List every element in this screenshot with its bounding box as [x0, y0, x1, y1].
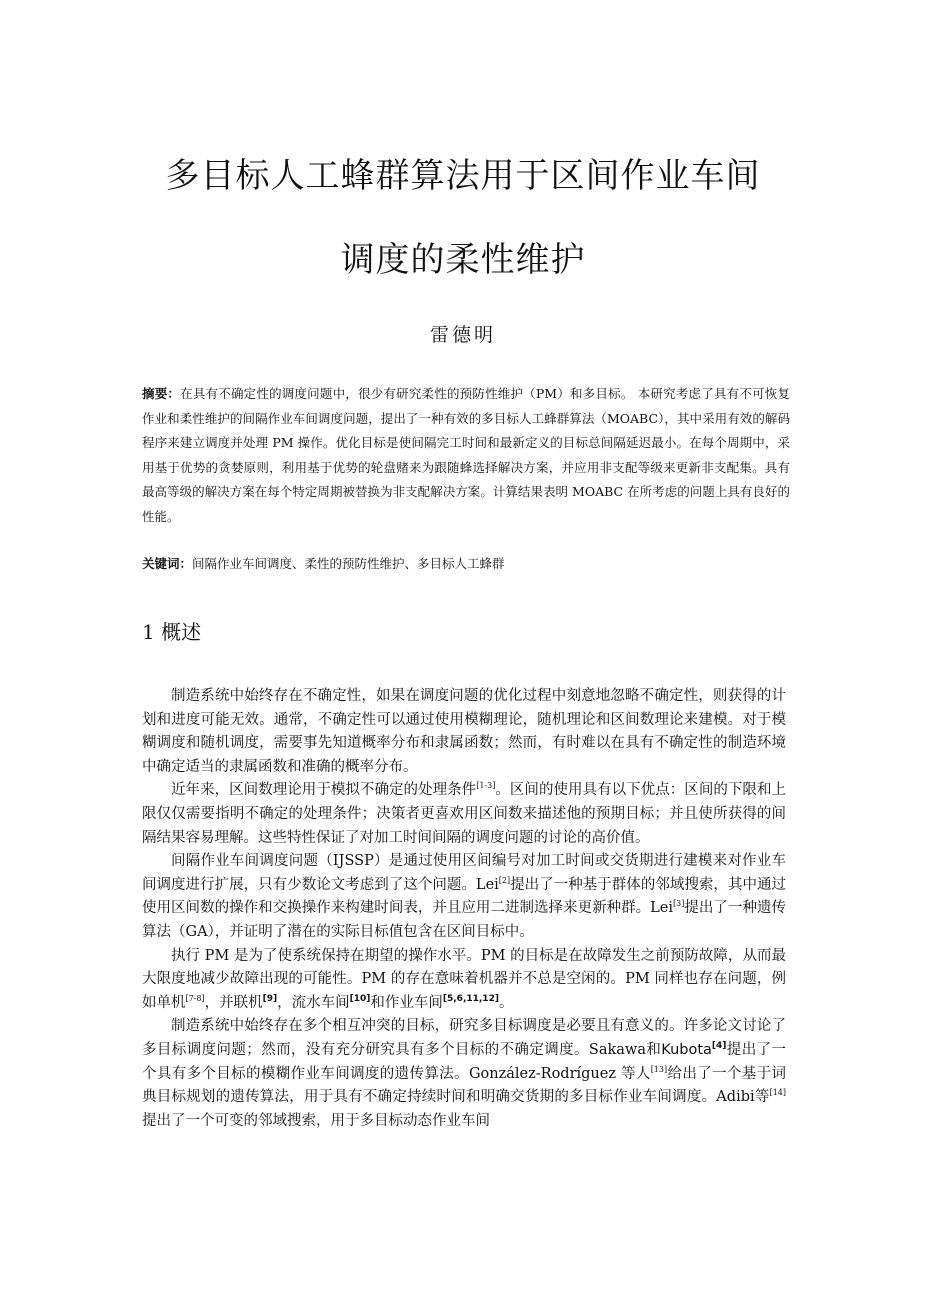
p5-text-b: 提出了一个具有多个目标的模糊作业车间调度的遗传算法。González-Rodríguez 等人: [142, 1041, 786, 1082]
author: 雷德明: [429, 324, 496, 346]
p4-text-d: 和作业车间: [370, 994, 443, 1011]
p5-text-a: 制造系统中始终存在多个相互冲突的目标，研究多目标调度是必要且有意义的。许多论文讨论了多目标调度问题；然而，没有充分研究具有多个目标的不确定调度。Sakawa和: [142, 1018, 786, 1058]
citation: [2]: [498, 875, 511, 885]
paragraph-4: [142, 945, 786, 1016]
p4-text-a: 执行 PM 是为了使系统保持在期望的操作水平。PM 的目标是在故障发生之前预防故障，从而最大限度地减少故障出现的可能性。PM 的存在意味着机器并不总是空闲的。PM 同样也存在问题，例如单机: [142, 947, 786, 1011]
citation: [14]: [769, 1088, 786, 1098]
p4-text-c: ，流水车间: [277, 994, 350, 1011]
section-heading: 1 概述: [142, 620, 202, 644]
paragraph-2: [142, 779, 786, 850]
paragraph-3: [142, 850, 786, 944]
p4-text-b: ，并联机: [204, 994, 263, 1011]
body-text: [142, 685, 786, 1133]
p5-text-d: 提出了一个可变的邻域搜索，用于多目标动态作业车间: [142, 1112, 490, 1129]
abstract: [142, 382, 790, 529]
abstract-label: 摘要：: [142, 386, 181, 401]
p3-text-a: 间隔作业车间调度问题（IJSSP）是通过使用区间编号对加工时间或交货期进行建模来对作业车间调度进行扩展，只有少数论文考虑到了这个问题。Lei: [142, 853, 786, 893]
citation: [7-8]: [185, 993, 205, 1003]
abstract-text: 在具有不确定性的调度问题中，很少有研究柔性的预防性维护（PM）和多目标。 本研究考虑了具有不可恢复作业和柔性维护的间隔作业车间调度问题，提出了一种有效的多目标人工蜂群算法（MOABC），其中采用有效的解码程序来建立调度并处理 PM 操作。优化目标是使间隔完工时间和最新定义的目标总间隔延迟最小。在每个周期中，采用基于优势的贪婪原则，利用基于优势的轮盘赌来为跟随蜂选择解决方案，并应用非支配等级来更新非支配集。具有最高等级的解决方案在每个特定周期被替换为非支配解决方案。计算结果表明 MOABC 在所考虑的问题上具有良好的性能。: [142, 386, 790, 524]
p5-kubota: Kubota: [661, 1041, 712, 1058]
paragraph-1: 制造系统中始终存在不确定性，如果在调度问题的优化过程中刻意地忽略不确定性，则获得的计划和进度可能无效。通常，不确定性可以通过使用模糊理论，随机理论和区间数理论来建模。对于模糊调度和随机调度，需要事先知道概率分布和隶属函数；然而，有时难以在具有不确定性的制造环境中确定适当的隶属函数和准确的概率分布。: [142, 688, 786, 775]
citation: [10]: [349, 993, 371, 1004]
citation: [9]: [262, 993, 278, 1004]
p5-text-c: 给出了一个基于词典目标规划的遗传算法，用于具有不确定持续时间和明确交货期的多目标作业车间调度。Adibi等: [142, 1065, 787, 1106]
paragraph-5: [142, 1015, 786, 1133]
citation: [13]: [650, 1064, 668, 1074]
p2-text-b: 。区间的使用具有以下优点：区间的下限和上限仅仅需要指明不确定的处理条件；决策者更喜欢用区间数来描述他的预期目标；并且使所获得的间隔结果容易理解。这些特性保证了对加工时间间隔的调度问题的讨论的高价值。: [142, 782, 786, 846]
p3-text-c: 提出了一种遗传算法（GA），并证明了潜在的实际目标值包含在区间目标中。: [142, 900, 786, 940]
keywords: [142, 552, 790, 576]
p3-text-b: 提出了一种基于群体的邻域搜索，其中通过使用区间数的操作和交换操作来构建时间表，并且应用二进制选择来更新种群。Lei: [142, 876, 786, 917]
p2-text-a: 近年来，区间数理论用于模拟不确定的处理条件: [171, 782, 477, 799]
citation: [3]: [673, 899, 685, 909]
keywords-text: 间隔作业车间调度、柔性的预防性维护、多目标人工蜂群: [192, 556, 505, 571]
p4-text-e: 。: [498, 994, 514, 1011]
title-line-1: 多目标人工蜂群算法用于区间作业车间: [165, 156, 761, 196]
keywords-label: 关键词：: [142, 556, 193, 571]
citation: [1-3]: [476, 781, 496, 791]
title-line-2: 调度的柔性维护: [340, 240, 586, 280]
citation: [5,6,11,12]: [442, 993, 499, 1004]
citation: [4]: [711, 1041, 727, 1052]
